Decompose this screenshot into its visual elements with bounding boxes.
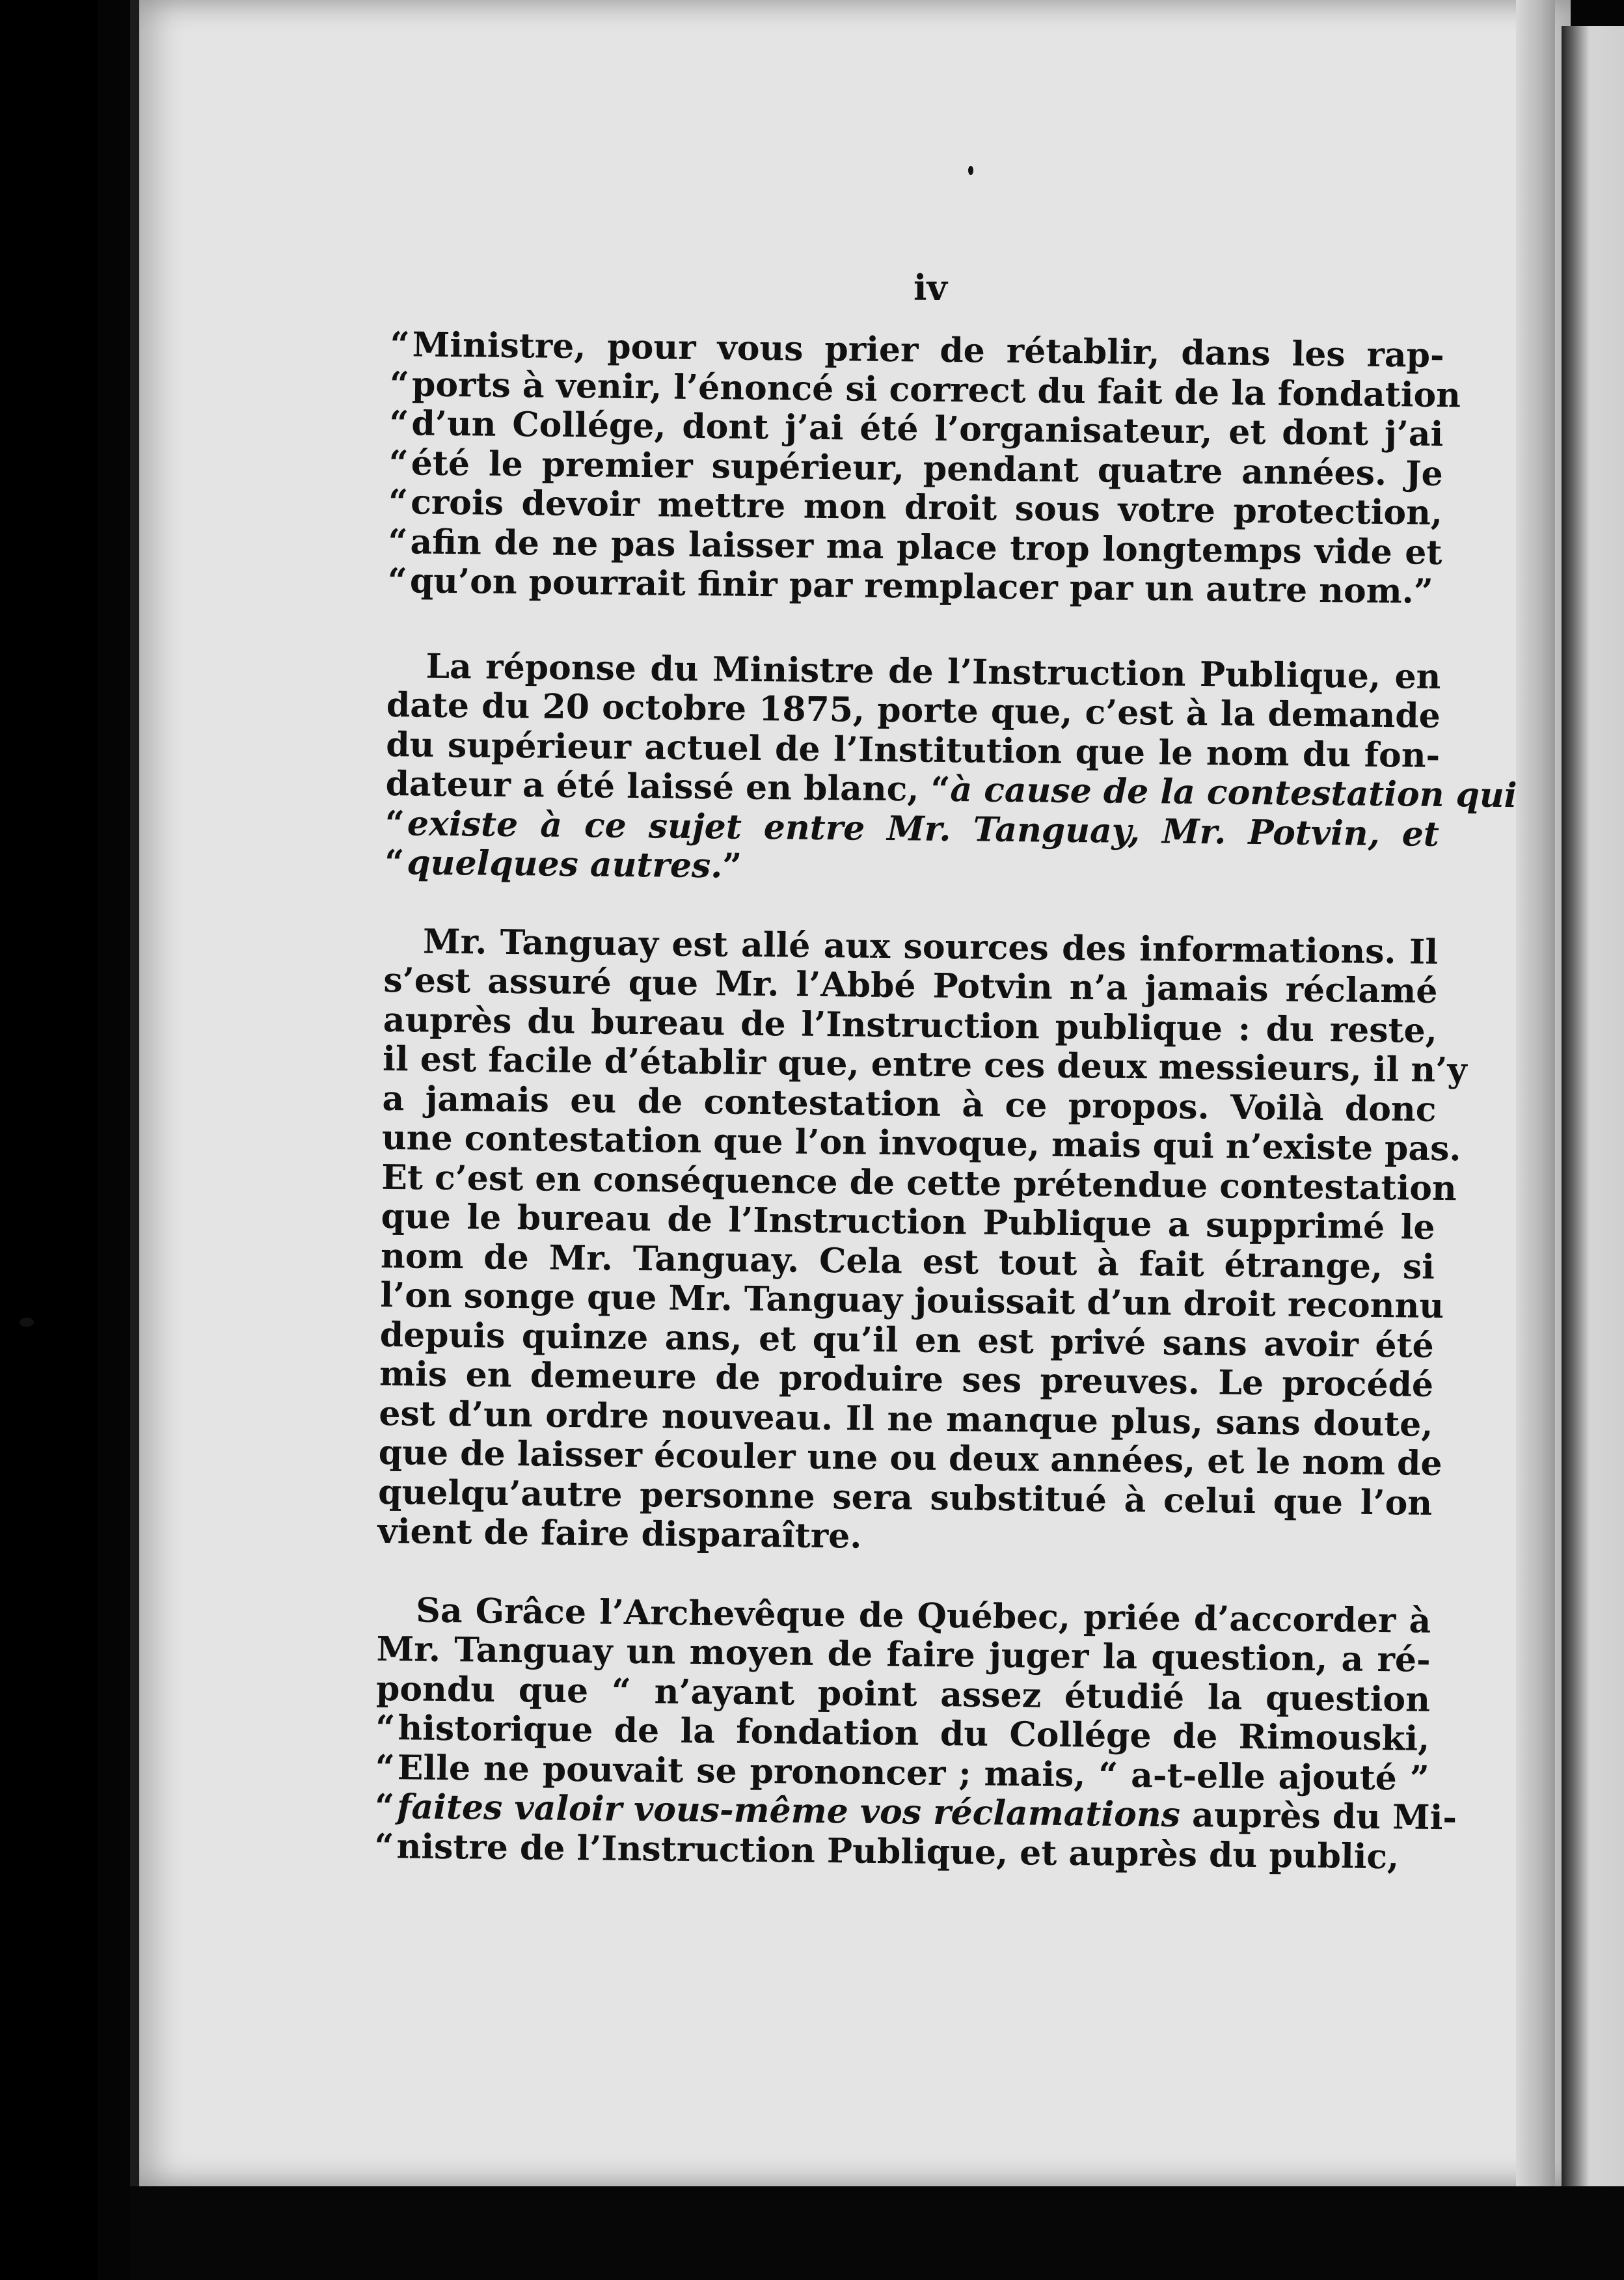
- line-text: auprès du bureau de l’Instruction publique : du reste,: [383, 999, 1438, 1051]
- page-number: iv: [914, 267, 947, 308]
- dust-speck: [20, 1318, 34, 1327]
- page-fold-shadow: [1516, 0, 1555, 2186]
- line-text: pondu que “ n’ayant point assez étudié la question: [375, 1668, 1431, 1720]
- paragraph-quote-end: [387, 325, 1461, 612]
- line-text: Ministre, pour vous prier de rétablir, dans les rap-: [412, 325, 1444, 375]
- line-text: Et c’est en conséquence de cette prétendue contestation: [381, 1157, 1457, 1208]
- quote-mark: “: [385, 842, 405, 883]
- line-text: ports à venir, l’énoncé si correct du fait de la fondation: [411, 364, 1461, 415]
- dust-speck: [968, 166, 973, 175]
- line-text: Sa Grâce l’Archevêque de Québec, priée d’accorder à: [416, 1590, 1431, 1641]
- quote-mark: “: [375, 1747, 396, 1787]
- quote-mark: “: [389, 364, 410, 404]
- quote-mark: “: [388, 482, 409, 522]
- scan-border-left: [0, 0, 98, 2280]
- scan-border-bottom: [130, 2186, 1624, 2280]
- italic-text: existe à ce sujet entre Mr. Tanguay, Mr. Potvin, et: [407, 803, 1440, 854]
- line-text: Mr. Tanguay un moyen de faire juger la question, a ré-: [376, 1629, 1431, 1680]
- quote-mark: “: [388, 442, 409, 483]
- line-text: nom de Mr. Tanguay. Cela est tout à fait étrange, si: [380, 1236, 1435, 1287]
- line-text: historique de la fondation du Collége de Rimouski,: [398, 1708, 1430, 1759]
- quote-mark: “: [374, 1826, 394, 1866]
- line-text: que de laisser écouler une ou deux années, et le nom de: [378, 1432, 1442, 1484]
- line-text-tail: ”: [722, 846, 742, 886]
- line-text: une contestation que l’on invoque, mais qui n’existe pas.: [381, 1117, 1461, 1169]
- paragraph-reponse: [385, 646, 1517, 893]
- quote-mark: “: [390, 325, 410, 365]
- line-text: crois devoir mettre mon droit sous votre protection,: [410, 482, 1443, 533]
- italic-text: faites valoir vous-même vos réclamations: [396, 1787, 1181, 1835]
- line-text: Elle ne pouvait se prononcer ; mais, “ a-t-elle ajouté ”: [397, 1747, 1430, 1798]
- line-text: La réponse du Ministre de l’Instruction Publique, en: [426, 646, 1441, 697]
- line-text: d’un Collége, dont j’ai été l’organisateur, et dont j’ai: [411, 403, 1444, 454]
- line-text: s’est assuré que Mr. l’Abbé Potvin n’a jamais réclamé: [383, 960, 1438, 1011]
- line-text: date du 20 octobre 1875, porte que, c’est à la demande: [386, 685, 1441, 736]
- quote-mark: “: [389, 403, 409, 444]
- line-text: il est facile d’établir que, entre ces deux messieurs, il n’y: [382, 1038, 1467, 1091]
- line-text: est d’un ordre nouveau. Il ne manque plus, sans doute,: [379, 1393, 1433, 1445]
- line-text: Mr. Tanguay est allé aux sources des informations. Il: [422, 921, 1439, 972]
- line-text: que le bureau de l’Instruction Publique a supprimé le: [381, 1196, 1435, 1247]
- body-text: [374, 325, 1517, 1916]
- line-text-tail: auprès du Mi-: [1180, 1795, 1457, 1838]
- line-text: vient de faire disparaître.: [377, 1511, 862, 1556]
- quote-mark: “: [374, 1786, 395, 1827]
- line-text: quelqu’autre personne sera substitué à celui que l’on: [377, 1472, 1433, 1523]
- line-text: du supérieur actuel de l’Institution que le nom du fon-: [385, 724, 1441, 776]
- italic-text: quelques autres.: [407, 843, 723, 886]
- line-text: nistre de l’Instruction Publique, et auprès du public,: [396, 1826, 1400, 1877]
- line-text: qu’on pourrait finir par remplacer par un autre nom.”: [409, 561, 1434, 612]
- line-text: l’on songe que Mr. Tanguay jouissait d’un droit reconnu: [380, 1275, 1444, 1327]
- line-text: depuis quinze ans, et qu’il en est privé sans avoir été: [379, 1314, 1434, 1366]
- quote-mark: “: [385, 803, 405, 843]
- next-page-edge: [1562, 26, 1624, 2186]
- paragraph-archeveque: [374, 1590, 1457, 1877]
- line-text: mis en demeure de produire ses preuves. Le procédé: [379, 1353, 1434, 1405]
- quote-mark: “: [387, 560, 408, 601]
- line-text: été le premier supérieur, pendant quatre années. Je: [411, 442, 1444, 494]
- paragraph-sources: [377, 921, 1467, 1562]
- quote-mark: “: [388, 521, 408, 562]
- italic-text: à cause de la contestation qui: [950, 770, 1517, 816]
- line-text: dateur a été laissé en blanc, “: [385, 763, 951, 810]
- quote-mark: “: [375, 1707, 396, 1748]
- line-text: afin de ne pas laisser ma place trop longtemps vide et: [410, 521, 1442, 573]
- line-text: a jamais eu de contestation à ce propos. Voilà donc: [382, 1078, 1437, 1130]
